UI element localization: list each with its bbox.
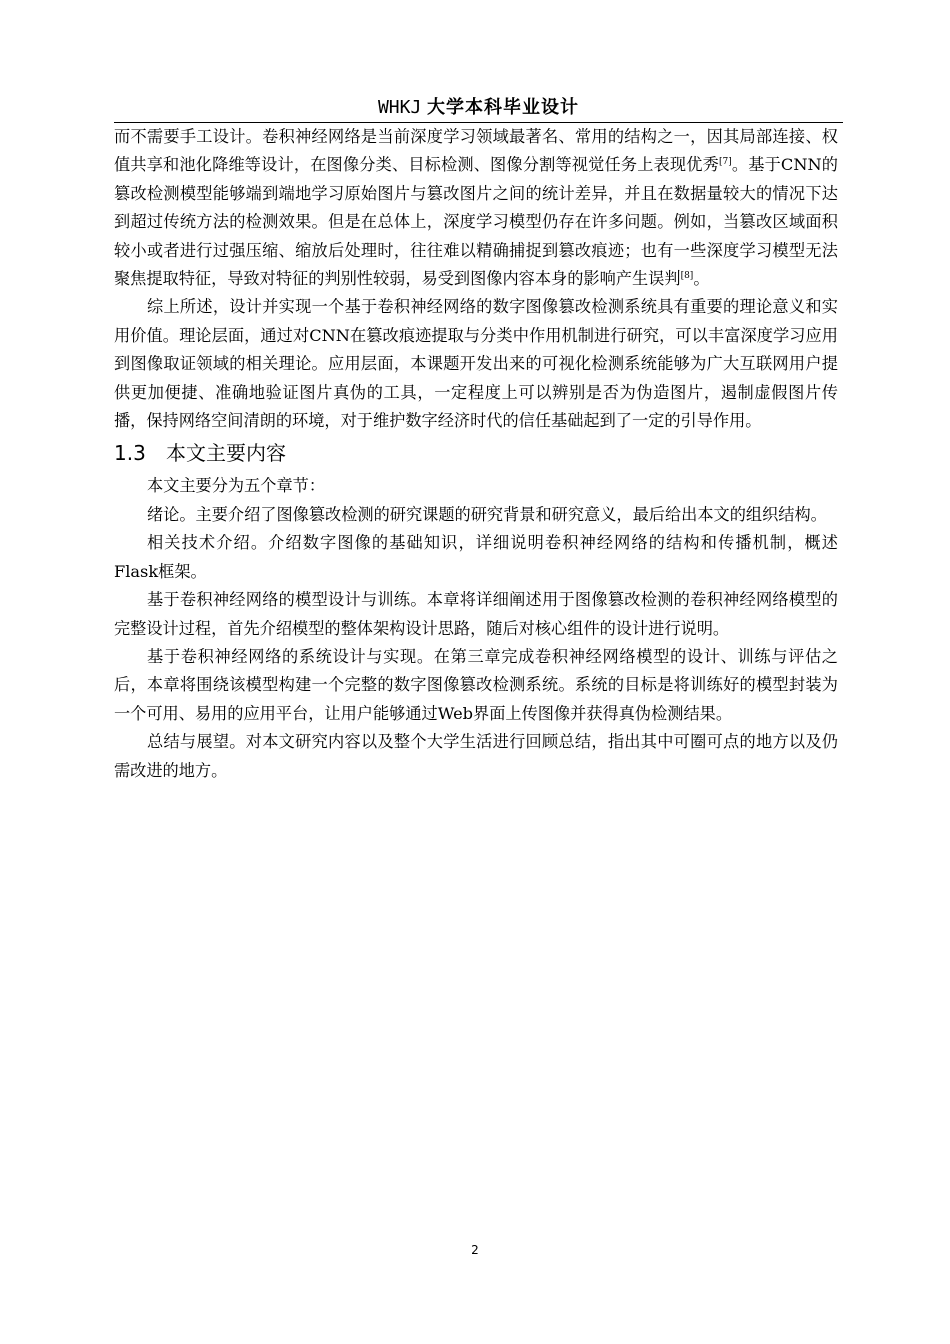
header-brand: WHKJ [377, 97, 422, 118]
paragraph: 本文主要分为五个章节： [147, 476, 326, 496]
paragraph: 基于卷积神经网络的模型设计与训练。本章将详细阐述用于图像篡改检测的卷积神经网络模型的完整设计过程，首先介绍模型的整体架构设计思路，随后对核心组件的设计进行说明。 [114, 590, 838, 638]
section-title: 本文主要内容 [166, 441, 286, 466]
header-title: 大学本科毕业设计 [427, 97, 580, 118]
paragraph: 相关技术介绍。介绍数字图像的基础知识，详细说明卷积神经网络的结构和传播机制，概述Flask框架。 [114, 533, 838, 581]
paragraph: 绪论。主要介绍了图像篡改检测的研究课题的研究背景和研究意义，最后给出本文的组织结构。 [147, 504, 827, 524]
page-header [114, 94, 843, 123]
paragraph-text: 。基于CNN的篡改检测模型能够端到端地学习原始图片与篡改图片之间的统计差异，并且在数据量较大的情况下达到超过传统方法的检测效果。但是在总体上，深度学习模型仍存在许多问题。例如，当篡改区域面积较小或者进行过强压缩、缩放后处理时，往往难以精确捕捉到篡改痕迹；也有一些深度学习模型无法聚焦提取特征，导致对特征的判别性较弱，易受到图像内容本身的影响产生误判 [114, 155, 838, 289]
paragraph-text: 而不需要手工设计。卷积神经网络是当前深度学习领域最著名、常用的结构之一，因其局部连接、权值共享和池化降维等设计，在图像分类、目标检测、图像分割等视觉任务上表现优秀 [114, 127, 838, 175]
section-heading [114, 435, 838, 472]
paragraph-text: 。 [693, 269, 710, 289]
paragraph-summary: 综上所述，设计并实现一个基于卷积神经网络的数字图像篡改检测系统具有重要的理论意义和实用价值。理论层面，通过对CNN在篡改痕迹提取与分类中作用机制进行研究，可以丰富深度学习应用到图像取证领域的相关理论。应用层面，本课题开发出来的可视化检测系统能够为广大互联网用户提供更加便捷、准确地验证图片真伪的工具，一定程度上可以辨别是否为伪造图片，遏制虚假图片传播，保持网络空间清朗的环境，对于维护数字经济时代的信任基础起到了一定的引导作用。 [114, 297, 838, 431]
citation: [8] [680, 271, 694, 282]
paragraph: 总结与展望。对本文研究内容以及整个大学生活进行回顾总结，指出其中可圈可点的地方以及仍需改进的地方。 [114, 732, 838, 780]
paragraph: 基于卷积神经网络的系统设计与实现。在第三章完成卷积神经网络模型的设计、训练与评估之后，本章将围绕该模型构建一个完整的数字图像篡改检测系统。系统的目标是将训练好的模型封装为一个可用、易用的应用平台，让用户能够通过Web界面上传图像并获得真伪检测结果。 [114, 646, 838, 723]
section-number: 1.3 [114, 441, 146, 466]
paragraph-continuation [114, 123, 838, 293]
page-number: 2 [471, 1243, 479, 1257]
citation: [7] [718, 157, 732, 168]
body-text [114, 123, 838, 785]
